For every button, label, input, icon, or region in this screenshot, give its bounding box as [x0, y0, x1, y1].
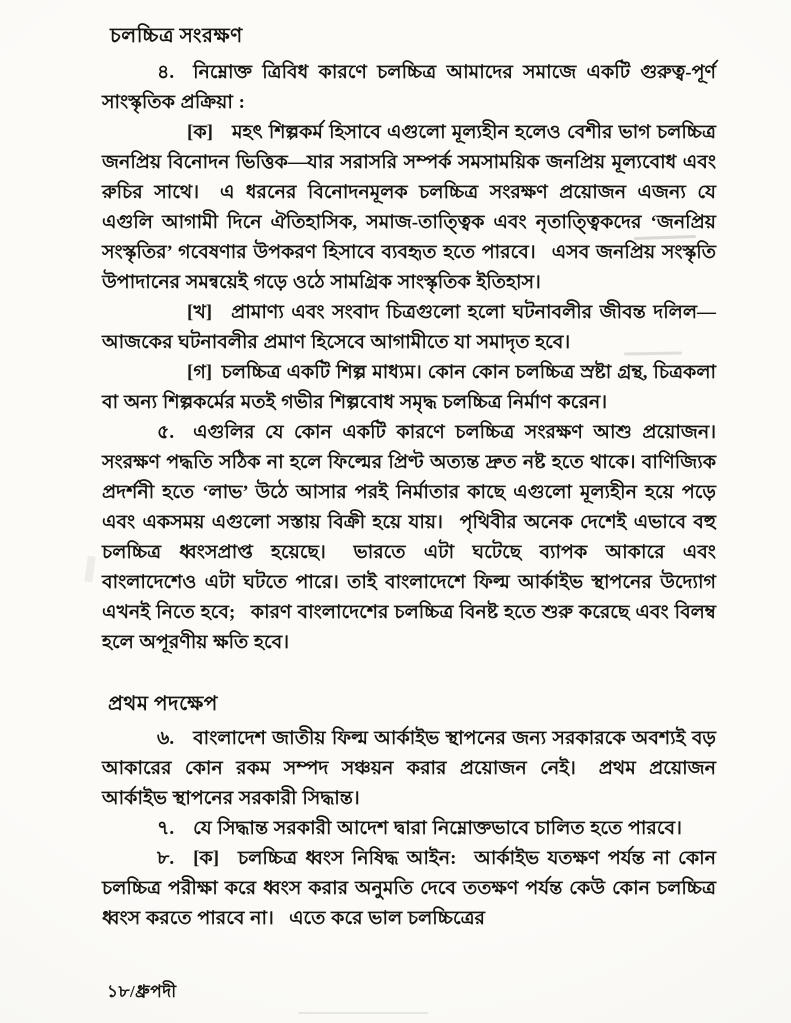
paragraph-7: ৭. যে সিদ্ধান্ত সরকারী আদেশ দ্বারা নিম্নোক্তভাবে চালিত হতে পারবে। [157, 818, 682, 839]
paragraph-5: ৫. এগুলির যে কোন একটি কারণে চলচ্চিত্র সংরক্ষণ আশু প্রয়োজন। সংরক্ষণ পদ্ধতি সঠিক না হলে ফিল্মের প্রিণ্ট অত্যন্ত দ্রুত নষ্ট হতে থাকে। বাণিজ্যিক প্রদর্শনী হতে ‘লাভ’ উঠে আসার পরই নির্মাতার কাছে এগুলো মূল্যহীন হয়ে পড়ে এবং একসময় এগুলো সস্তায় বিক্রী হয়ে যায়। পৃথিবীর অনেক দেশেই এভাবে বহু চলচ্চিত্র ধ্বংসপ্রাপ্ত হয়েছে। ভারতে এটা ঘটেছে ব্যাপক আকারে এবং বাংলাদেশেও এটা ঘটতে পারে। তাই বাংলাদেশে ফিল্ম আর্কাইভ স্থাপনের উদ্যোগ এখনই নিতে হবে; কারণ বাংলাদেশের চলচ্চিত্র বিনষ্ট হতে শুরু করেছে এবং বিলম্ব হলে অপূরণীয় ক্ষতি হবে। [102, 422, 716, 653]
paragraph-6: ৬. বাংলাদেশ জাতীয় ফিল্ম আর্কাইভ স্থাপনের জন্য সরকারকে অবশ্যই বড় আকারের কোন রকম সম্পদ সঞ্চয়ন করার প্রয়োজন নেই। প্রথম প্রয়োজন আর্কাইভ স্থাপনের সরকারী সিদ্ধান্ত। [102, 728, 716, 809]
page-title: চলচ্চিত্র সংরক্ষণ [110, 25, 243, 47]
paragraph-8: ৮. [ক] চলচ্চিত্র ধ্বংস নিষিদ্ধ আইন: আর্কাইভ যতক্ষণ পর্যন্ত না কোন চলচ্চিত্র পরীক্ষা করে ধ্বংস করার অনুমতি দেবে ততক্ষণ পর্যন্ত কেউ কোন চলচ্চিত্র ধ্বংস করতে পারবে না। এতে করে ভাল চলচ্চিত্রের [102, 848, 716, 929]
paragraph-4-ka: [ক] মহৎ শিল্পকর্ম হিসাবে এগুলো মূল্যহীন হলেও বেশীর ভাগ চলচ্চিত্র জনপ্রিয় বিনোদন ভিত্তিক—যার সরাসরি সম্পর্ক সমসাময়িক জনপ্রিয় মূল্যবোধ এবং রুচির সাথে। এ ধরনের বিনোদনমূলক চলচ্চিত্র সংরক্ষণ প্রয়োজন এজন্য যে এগুলি আগামী দিনে ঐতিহাসিক, সমাজ-তাত্ত্বিক এবং নৃতাত্ত্বিকদের ‘জনপ্রিয় সংস্কৃতির’ গবেষণার উপকরণ হিসাবে ব্যবহৃত হতে পারবে। এসব জনপ্রিয় সংস্কৃতি উপাদানের সমন্বয়েই গড়ে ওঠে সামগ্রিক সাংস্কৃতিক ইতিহাস। [102, 122, 716, 293]
scan-artifact [84, 556, 96, 583]
section-heading-first-step: প্রথম পদক্ষেপ [108, 693, 218, 715]
scan-artifact [298, 1012, 428, 1014]
text-column [102, 22, 716, 934]
page-number-footer: ১৮/ধ্রুপদী [107, 982, 177, 1001]
paragraph-4: ৪. নিম্নোক্ত ত্রিবিধ কারণে চলচ্চিত্র আমাদের সমাজে একটি গুরুত্ব-পূর্ণ সাংস্কৃতিক প্রক্রিয়া : [102, 62, 716, 113]
paragraph-4-ga: [গ] চলচ্চিত্র একটি শিল্প মাধ্যম। কোন কোন চলচ্চিত্র স্রষ্টা গ্রন্থ, চিত্রকলা বা অন্য শিল্পকর্মের মতই গভীর শিল্পবোধ সমৃদ্ধ চলচ্চিত্র নির্মাণ করেন। [102, 362, 716, 413]
paragraph-4-kha: [খ] প্রামাণ্য এবং সংবাদ চিত্রগুলো হলো ঘটনাবলীর জীবন্ত দলিল—আজকের ঘটনাবলীর প্রমাণ হিসেবে আগামীতে যা সমাদৃত হবে। [102, 302, 716, 353]
